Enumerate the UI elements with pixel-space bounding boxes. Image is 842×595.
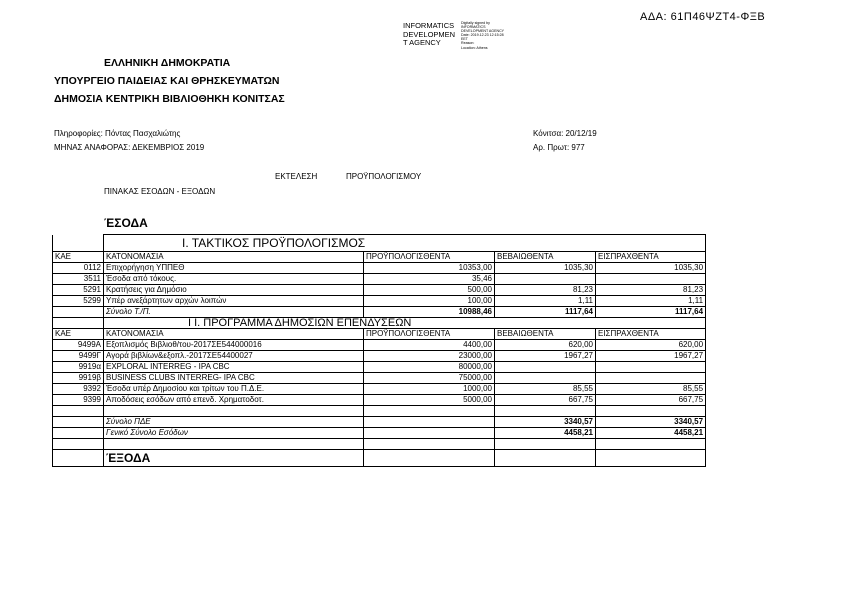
kae-code: 9392 <box>53 384 104 395</box>
certified-value: 620,00 <box>495 340 596 351</box>
collected-value <box>596 373 706 384</box>
certified-value: 1035,30 <box>495 263 596 274</box>
item-name: EXPLORAL INTERREG - IPA CBC <box>104 362 364 373</box>
signature-detail: Digitally signed by <box>461 21 490 25</box>
collected-value <box>596 274 706 285</box>
collected-value <box>596 362 706 373</box>
item-name: Υπέρ ανεξάρτητων αρχών λοιπών <box>104 296 364 307</box>
ada-code: ΑΔΑ: 61Π46ΨΖΤ4-ΦΞΒ <box>640 11 766 23</box>
table-row <box>53 373 706 384</box>
column-header: ΚΑΕ <box>53 252 104 263</box>
empty-row <box>53 439 706 450</box>
budget-value: 500,00 <box>364 285 495 296</box>
pde-total-row <box>53 417 706 428</box>
protocol-number: Αρ. Πρωτ: 977 <box>533 143 585 152</box>
document-date: Κόνιτσα: 20/12/19 <box>533 129 597 138</box>
pde-title: Ι Ι. ΠΡΟΓΡΑΜΜΑ ΔΗΜΟΣΙΩΝ ΕΠΕΝΔΥΣΕΩΝ <box>104 318 706 329</box>
table-row <box>53 362 706 373</box>
collected-value: 1967,27 <box>596 351 706 362</box>
kae-code: 5291 <box>53 285 104 296</box>
ordinary-budget-title-row <box>53 235 706 252</box>
grand-total-collected: 4458,21 <box>596 428 706 439</box>
item-name: Έσοδα από τόκους. <box>104 274 364 285</box>
grand-total-certified: 4458,21 <box>495 428 596 439</box>
column-header: ΠΡΟΫΠΟΛΟΓΙΣΘΕΝΤΑ <box>364 252 495 263</box>
total-collected: 1117,64 <box>596 307 706 318</box>
digital-signature-name <box>403 22 455 48</box>
item-name: Έσοδα υπέρ Δημοσίου και τρίτων του Π.Δ.Ε. <box>104 384 364 395</box>
empty-row <box>53 406 706 417</box>
report-subtitle: ΠΙΝΑΚΑΣ ΕΣΟΔΩΝ - ΕΞΟΔΩΝ <box>104 187 216 196</box>
kae-code: 3511 <box>53 274 104 285</box>
kae-code: 9499Γ <box>53 351 104 362</box>
grand-total-budget <box>364 428 495 439</box>
item-name: Αποδόσεις εσόδων από επενδ. Χρηματοδοτ. <box>104 395 364 406</box>
signature-detail: Reason: <box>461 41 475 46</box>
certified-value <box>495 373 596 384</box>
report-title-execution: ΕΚΤΕΛΕΣΗ <box>275 172 318 181</box>
contact-info: Πληροφορίες: Πόντας Πασχαλιώτης <box>54 129 181 138</box>
table-row <box>53 395 706 406</box>
table-row <box>53 384 706 395</box>
budget-value: 23000,00 <box>364 351 495 362</box>
certified-value: 1967,27 <box>495 351 596 362</box>
total-label: Σύνολο ΠΔΕ <box>104 417 364 428</box>
header-republic: ΕΛΛΗΝΙΚΗ ΔΗΜΟΚΡΑΤΙΑ <box>104 57 231 69</box>
table-header-row <box>53 329 706 340</box>
kae-code: 5299 <box>53 296 104 307</box>
expenses-section-row <box>53 450 706 467</box>
kae-code: 9399 <box>53 395 104 406</box>
signature-detail: EET <box>461 37 468 42</box>
column-header: ΒΕΒΑΙΩΘΕΝΤΑ <box>495 329 596 340</box>
report-month: ΜΗΝΑΣ ΑΝΑΦΟΡΑΣ: ΔΕΚΕΜΒΡΙΟΣ 2019 <box>54 143 205 152</box>
budget-value: 80000,00 <box>364 362 495 373</box>
item-name: Επιχορήγηση ΥΠΠΕΘ <box>104 263 364 274</box>
collected-value: 1035,30 <box>596 263 706 274</box>
column-header: ΚΑΤΟΝΟΜΑΣΙΑ <box>104 252 364 263</box>
kae-code: 0112 <box>53 263 104 274</box>
table-row <box>53 263 706 274</box>
budget-value: 1000,00 <box>364 384 495 395</box>
ordinary-total-row <box>53 307 706 318</box>
column-header: ΠΡΟΫΠΟΛΟΓΙΣΘΕΝΤΑ <box>364 329 495 340</box>
digital-signature-details <box>461 21 504 50</box>
signature-detail: Date: 2019.12.23 12:15:28 <box>461 33 504 38</box>
item-name: Αγορά βιβλίων&εξοπλ.-2017ΣΕ54400027 <box>104 351 364 362</box>
column-header: ΚΑΤΟΝΟΜΑΣΙΑ <box>104 329 364 340</box>
collected-value: 81,23 <box>596 285 706 296</box>
table-header-row <box>53 252 706 263</box>
certified-value <box>495 362 596 373</box>
budget-value: 10353,00 <box>364 263 495 274</box>
certified-value <box>495 274 596 285</box>
collected-value: 620,00 <box>596 340 706 351</box>
budget-table <box>52 234 706 467</box>
header-ministry: ΥΠΟΥΡΓΕΙΟ ΠΑΙΔΕΙΑΣ ΚΑΙ ΘΡΗΣΚΕΥΜΑΤΩΝ <box>54 75 280 87</box>
kae-code: 9499Α <box>53 340 104 351</box>
budget-value: 4400,00 <box>364 340 495 351</box>
signature-line: T AGENCY <box>403 38 441 47</box>
budget-value: 100,00 <box>364 296 495 307</box>
table-row <box>53 296 706 307</box>
item-name: Κρατήσεις για Δημόσιο <box>104 285 364 296</box>
column-header: ΒΕΒΑΙΩΘΕΝΤΑ <box>495 252 596 263</box>
budget-value: 5000,00 <box>364 395 495 406</box>
signature-detail: DEVELOPMENT AGENCY <box>461 29 505 34</box>
budget-value: 75000,00 <box>364 373 495 384</box>
total-certified: 3340,57 <box>495 417 596 428</box>
total-budget <box>364 417 495 428</box>
certified-value: 81,23 <box>495 285 596 296</box>
signature-line: DEVELOPMEN <box>403 29 456 39</box>
total-collected: 3340,57 <box>596 417 706 428</box>
collected-value: 1,11 <box>596 296 706 307</box>
kae-code: 9919β <box>53 373 104 384</box>
column-header: ΕΙΣΠΡΑΧΘΕΝΤΑ <box>596 329 706 340</box>
item-name: BUSINESS CLUBS INTERREG- IPA CBC <box>104 373 364 384</box>
report-title-budget: ΠΡΟΫΠΟΛΟΓΙΣΜΟΥ <box>346 172 422 181</box>
total-certified: 1117,64 <box>495 307 596 318</box>
column-header: ΚΑΕ <box>53 329 104 340</box>
grand-total-row <box>53 428 706 439</box>
table-row <box>53 340 706 351</box>
certified-value: 85,55 <box>495 384 596 395</box>
signature-detail: INFORMATICS <box>461 25 486 30</box>
certified-value: 667,75 <box>495 395 596 406</box>
collected-value: 85,55 <box>596 384 706 395</box>
pde-title-row <box>53 318 706 329</box>
signature-line: INFORMATICS <box>403 21 455 30</box>
budget-value: 35,46 <box>364 274 495 285</box>
section-expenses-title: ΈΞΟΔΑ <box>104 450 364 467</box>
section-income-title: ΈΣΟΔΑ <box>104 216 148 230</box>
kae-code: 9919α <box>53 362 104 373</box>
certified-value: 1,11 <box>495 296 596 307</box>
total-label: Σύνολο Τ./Π. <box>104 307 364 318</box>
column-header: ΕΙΣΠΡΑΧΘΕΝΤΑ <box>596 252 706 263</box>
table-row <box>53 285 706 296</box>
signature-detail: Location: Athens <box>461 45 488 50</box>
ordinary-budget-title: Ι. ΤΑΚΤΙΚΟΣ ΠΡΟΫΠΟΛΟΓΙΣΜΟΣ <box>104 235 706 252</box>
grand-total-label: Γενικό Σύνολο Εσόδων <box>104 428 364 439</box>
total-budget: 10988,46 <box>364 307 495 318</box>
table-row <box>53 274 706 285</box>
table-row <box>53 351 706 362</box>
item-name: Εξοπλισμός Βιβλιοθ/του-2017ΣΕ544000016 <box>104 340 364 351</box>
collected-value: 667,75 <box>596 395 706 406</box>
header-library: ΔΗΜΟΣΙΑ ΚΕΝΤΡΙΚΗ ΒΙΒΛΙΟΘΗΚΗ ΚΟΝΙΤΣΑΣ <box>54 93 285 105</box>
